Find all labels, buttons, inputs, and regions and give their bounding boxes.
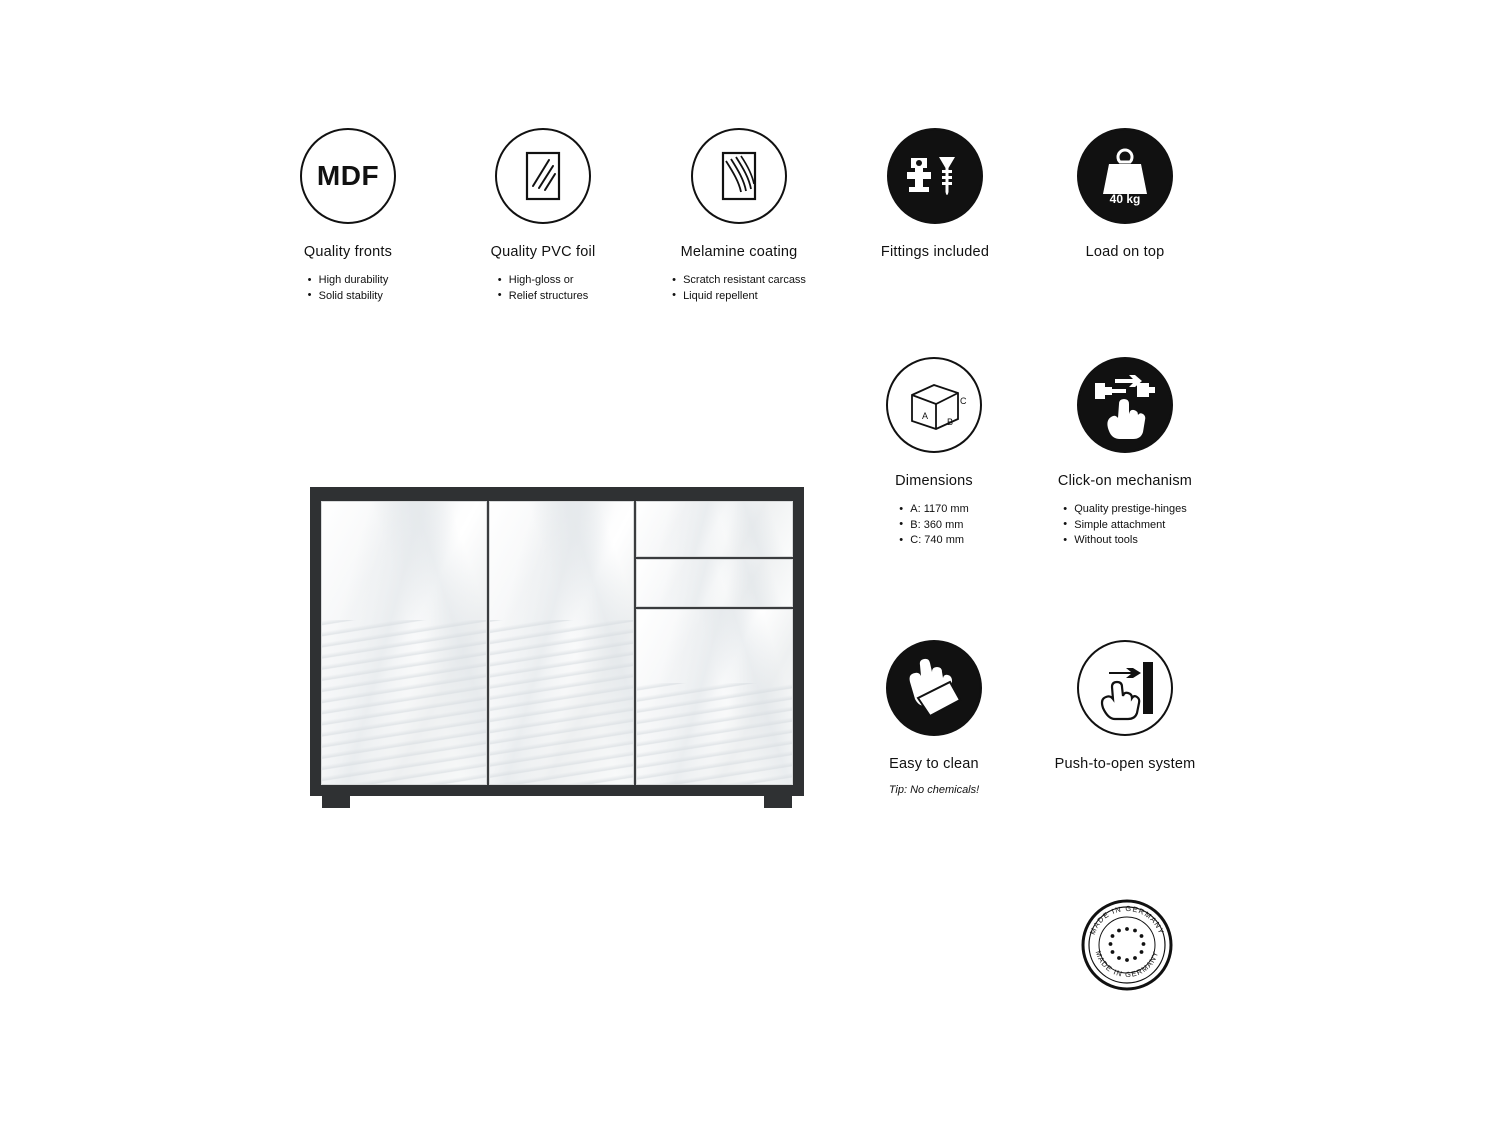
push-hand-door-icon <box>1077 640 1173 736</box>
list-item: • Relief structures <box>498 289 588 305</box>
feature-title-melamine-coating: Melamine coating <box>680 244 798 260</box>
mdf-badge-icon <box>300 128 396 224</box>
list-item: • B: 360 mm <box>899 518 969 534</box>
cabinet-drawer-second <box>636 559 793 607</box>
feature-push-to-open-system <box>1025 640 1225 772</box>
cabinet-door-left <box>321 501 487 785</box>
svg-text:C: C <box>960 396 967 406</box>
feature-bullets-click-on-mechanism <box>1063 502 1187 549</box>
list-item: • Simple attachment <box>1063 518 1187 534</box>
easy-to-clean-tip: Tip: No chemicals! <box>888 784 980 796</box>
feature-title-load-on-top: Load on top <box>1085 244 1165 260</box>
scratch-panel-icon <box>691 128 787 224</box>
feature-dimensions <box>834 357 1034 565</box>
feature-fittings-included <box>835 128 1035 260</box>
feature-quality-pvc-foil <box>443 128 643 320</box>
sideboard-product-image <box>310 487 804 817</box>
svg-text:MADE IN GERMANY: MADE IN GERMANY <box>1093 949 1161 980</box>
list-item: • C: 740 mm <box>899 533 969 549</box>
cabinet-drawer-top <box>636 501 793 557</box>
made-in-germany-seal <box>1075 893 1179 997</box>
list-item: • High durability <box>308 273 389 289</box>
cabinet-carcass <box>310 487 804 796</box>
mdf-badge-label: MDF <box>316 160 380 191</box>
feature-title-push-to-open-system: Push-to-open system <box>1054 756 1196 772</box>
cabinet-foot-right <box>764 796 792 808</box>
list-item: • Scratch resistant carcass <box>672 273 806 289</box>
glossy-panel-icon <box>495 128 591 224</box>
feature-title-quality-fronts: Quality fronts <box>303 244 393 260</box>
cabinet-door-middle <box>489 501 634 785</box>
list-item: • Liquid repellent <box>672 289 806 305</box>
svg-text:A: A <box>922 411 929 421</box>
feature-click-on-mechanism <box>1025 357 1225 565</box>
list-item: • Quality prestige-hinges <box>1063 502 1187 518</box>
weight-icon <box>1077 128 1173 224</box>
weight-badge-label: max. 40 kg <box>1109 179 1141 206</box>
feature-title-easy-to-clean: Easy to clean <box>889 756 979 772</box>
feature-title-fittings-included: Fittings included <box>880 244 990 260</box>
feature-title-click-on-mechanism: Click-on mechanism <box>1057 473 1193 489</box>
list-item: • Without tools <box>1063 533 1187 549</box>
feature-title-quality-pvc-foil: Quality PVC foil <box>490 244 596 260</box>
feature-title-dimensions: Dimensions <box>895 473 973 489</box>
feature-bullets-dimensions <box>899 502 969 549</box>
list-item: • Solid stability <box>308 289 389 305</box>
feature-easy-to-clean <box>834 640 1034 796</box>
feature-quality-fronts <box>248 128 448 320</box>
feature-load-on-top <box>1025 128 1225 260</box>
feature-melamine-coating <box>639 128 839 320</box>
feature-bullets-quality-pvc-foil <box>498 273 588 304</box>
feature-bullets-melamine-coating <box>672 273 806 304</box>
cube-dimensions-icon <box>886 357 982 453</box>
svg-text:B: B <box>947 417 954 427</box>
cabinet-door-right <box>636 609 793 785</box>
list-item: • A: 1170 mm <box>899 502 969 518</box>
svg-text:MADE IN GERMANY: MADE IN GERMANY <box>1087 903 1167 936</box>
feature-bullets-quality-fronts <box>308 273 389 304</box>
hinge-and-screw-icon <box>887 128 983 224</box>
list-item: • High-gloss or <box>498 273 588 289</box>
click-hinge-hand-icon <box>1077 357 1173 453</box>
cleaning-hand-cloth-icon <box>886 640 982 736</box>
cabinet-foot-left <box>322 796 350 808</box>
